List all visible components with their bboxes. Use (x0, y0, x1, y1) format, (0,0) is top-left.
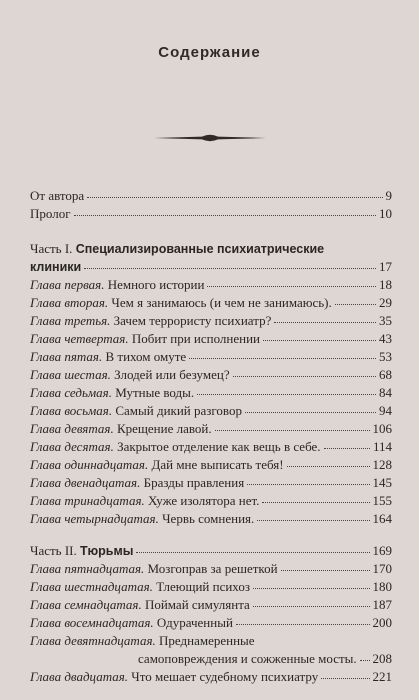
chapter-title: Преднамеренные (159, 633, 255, 648)
chapter-number: Глава четвертая. (30, 331, 129, 346)
toc-entry[interactable] (30, 205, 392, 223)
leader-dots (274, 312, 376, 323)
part-name: Специализированные психиатрические (75, 242, 325, 256)
chapter-title: Поймай симулянта (144, 597, 250, 612)
chapter-title: Одураченный (156, 615, 233, 630)
chapter-entry[interactable] (30, 294, 392, 312)
chapter-entry[interactable] (30, 276, 392, 294)
leader-dots (321, 668, 369, 679)
chapter-page: 18 (379, 277, 392, 292)
toc-front (30, 187, 392, 223)
leader-dots (189, 348, 376, 359)
chapter-number: Глава двенадцатая. (30, 475, 141, 490)
leader-dots (257, 510, 369, 521)
chapter-page: 35 (379, 313, 392, 328)
page-title: Содержание (158, 44, 261, 61)
chapter-number: Глава пятая. (30, 349, 103, 364)
chapter-title: Мутные воды. (115, 385, 195, 400)
chapter-title: Хуже изолятора нет. (148, 493, 260, 508)
chapter-title: Чем я занимаюсь (и чем не занимаюсь). (111, 295, 332, 310)
chapter-entry[interactable] (30, 456, 392, 474)
chapter-title: Закрытое отделение как вещь в себе. (117, 439, 321, 454)
divider-ornament (152, 132, 268, 144)
chapter-title: В тихом омуте (105, 349, 187, 364)
chapter-entry[interactable] (30, 348, 392, 366)
leader-dots (215, 420, 370, 431)
chapter-title: Злодей или безумец? (114, 367, 230, 382)
chapter-title: Крещение лавой. (116, 421, 212, 436)
chapter-entry[interactable] (30, 420, 392, 438)
leader-dots (262, 492, 369, 503)
part-name: Тюрьмы (80, 544, 134, 558)
leader-dots (136, 542, 369, 553)
chapter-page: 180 (372, 579, 392, 594)
part-name-line2: клиники (30, 260, 82, 274)
chapter-title: Что мешает судебному психиатру (131, 669, 319, 684)
entry-page: 169 (372, 543, 392, 558)
chapter-entry[interactable] (30, 366, 392, 384)
chapter-number: Глава пятнадцатая. (30, 561, 145, 576)
leader-dots (207, 276, 376, 287)
chapter-page: 145 (372, 475, 392, 490)
chapter-title: Дай мне выписать тебя! (151, 457, 284, 472)
chapter-number: Глава тринадцатая. (30, 493, 145, 508)
entry-page: 9 (385, 188, 392, 203)
chapter-page: 208 (372, 651, 392, 666)
leader-dots (245, 402, 376, 413)
chapter-title: Мозгоправ за решеткой (147, 561, 278, 576)
chapter-title: Немного истории (107, 277, 205, 292)
leader-dots (233, 366, 376, 377)
chapter-entry-cont[interactable] (30, 650, 392, 668)
leader-dots (236, 614, 370, 625)
chapter-title: Тлеющий психоз (156, 579, 250, 594)
toc-part-1 (30, 240, 392, 528)
leader-dots (263, 330, 376, 341)
chapter-number: Глава седьмая. (30, 385, 112, 400)
leader-dots (74, 205, 376, 216)
leader-dots (335, 294, 376, 305)
chapter-page: 43 (379, 331, 392, 346)
chapter-page: 114 (372, 439, 392, 454)
chapter-number: Глава первая. (30, 277, 105, 292)
leader-dots (247, 474, 369, 485)
leader-dots (281, 560, 370, 571)
leader-dots (197, 384, 376, 395)
chapter-page: 170 (372, 561, 392, 576)
chapter-title-line2: самоповреждения и сожженные мосты. (138, 651, 357, 666)
chapter-page: 200 (372, 615, 392, 630)
toc-part-2 (30, 542, 392, 686)
leader-dots (360, 650, 370, 661)
chapter-page: 187 (372, 597, 392, 612)
entry-title: От автора (30, 188, 85, 203)
chapter-entry[interactable] (30, 596, 392, 614)
leader-dots (253, 578, 370, 589)
leader-dots (287, 456, 370, 467)
chapter-entry[interactable] (30, 330, 392, 348)
chapter-page: 221 (372, 669, 392, 684)
leader-dots (84, 258, 376, 269)
chapter-entry[interactable] (30, 510, 392, 528)
chapter-entry[interactable] (30, 668, 392, 686)
leader-dots (253, 596, 370, 607)
chapter-page: 84 (379, 385, 392, 400)
chapter-entry[interactable] (30, 632, 392, 650)
chapter-page: 155 (372, 493, 392, 508)
chapter-page: 106 (372, 421, 392, 436)
chapter-page: 68 (379, 367, 392, 382)
chapter-page: 128 (372, 457, 392, 472)
chapter-number: Глава четырнадцатая. (30, 511, 159, 526)
chapter-number: Глава восьмая. (30, 403, 113, 418)
part-heading-cont[interactable] (30, 258, 392, 276)
chapter-page: 94 (379, 403, 392, 418)
chapter-entry[interactable] (30, 312, 392, 330)
leader-dots (87, 187, 382, 198)
leader-dots (324, 438, 370, 449)
part-heading[interactable] (30, 240, 392, 258)
entry-title: Пролог (30, 206, 71, 221)
part-label: Часть I. (30, 241, 73, 256)
chapter-number: Глава восемнадцатая. (30, 615, 154, 630)
chapter-number: Глава шестая. (30, 367, 111, 382)
chapter-number: Глава девятая. (30, 421, 114, 436)
chapter-entry[interactable] (30, 438, 392, 456)
entry-page: 10 (379, 206, 392, 221)
chapter-page: 164 (372, 511, 392, 526)
chapter-number: Глава вторая. (30, 295, 109, 310)
entry-page: 17 (379, 259, 392, 274)
chapter-entry[interactable] (30, 614, 392, 632)
chapter-number: Глава шестнадцатая. (30, 579, 153, 594)
chapter-title: Бразды правления (143, 475, 245, 490)
chapter-number: Глава третья. (30, 313, 111, 328)
chapter-page: 53 (379, 349, 392, 364)
chapter-entry[interactable] (30, 474, 392, 492)
chapter-title: Побит при исполнении (131, 331, 261, 346)
chapter-entry[interactable] (30, 492, 392, 510)
chapter-number: Глава двадцатая. (30, 669, 129, 684)
chapter-entry[interactable] (30, 402, 392, 420)
chapter-entry[interactable] (30, 578, 392, 596)
chapter-number: Глава семнадцатая. (30, 597, 142, 612)
chapter-number: Глава десятая. (30, 439, 114, 454)
part-label: Часть II. (30, 543, 77, 558)
chapter-number: Глава девятнадцатая. (30, 633, 156, 648)
chapter-entry[interactable] (30, 384, 392, 402)
chapter-title: Самый дикий разговор (115, 403, 242, 418)
chapter-entry[interactable] (30, 560, 392, 578)
part-heading[interactable] (30, 542, 392, 560)
chapter-title: Червь сомнения. (162, 511, 255, 526)
chapter-page: 29 (379, 295, 392, 310)
chapter-title: Зачем террористу психиатр? (113, 313, 272, 328)
toc-entry[interactable] (30, 187, 392, 205)
chapter-number: Глава одиннадцатая. (30, 457, 149, 472)
